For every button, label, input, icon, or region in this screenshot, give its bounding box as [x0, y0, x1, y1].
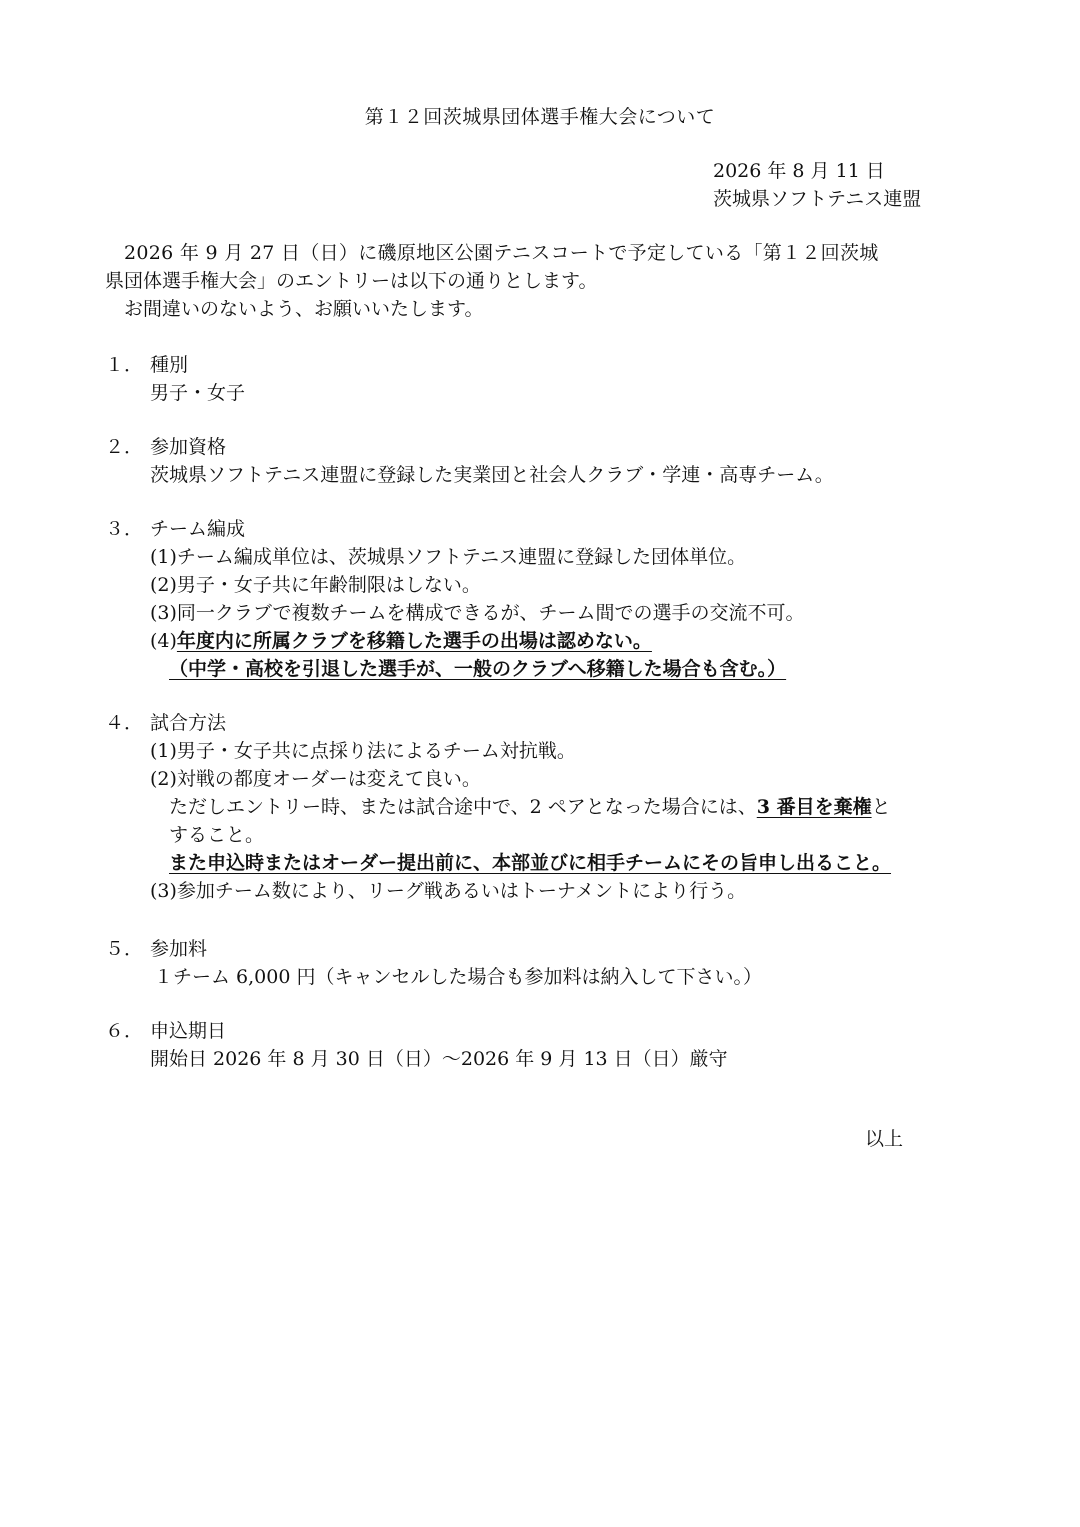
- intro-line: 県団体選手権大会」のエントリーは以下の通りとします。: [105, 270, 598, 292]
- section-team-composition: [105, 516, 1005, 684]
- issue-date: 2026 年 8 月 11 日: [713, 160, 885, 182]
- section-number: ５．: [105, 938, 144, 960]
- item-prefix: (4): [150, 630, 177, 652]
- section-line: 開始日 2026 年 8 月 30 日（日）～2026 年 9 月 13 日（日）厳守: [150, 1048, 728, 1070]
- document-title: 第１２回茨城県団体選手権大会について: [364, 106, 716, 128]
- document-meta: [713, 158, 921, 214]
- section-number: ３．: [105, 518, 144, 540]
- section-line: (1)男子・女子共に点採り法によるチーム対抗戦。: [150, 740, 576, 762]
- section-entry-fee: [105, 936, 1005, 992]
- intro-line: お間違いのないよう、お願いいたします。: [124, 298, 484, 320]
- emphasized-text: また申込時またはオーダー提出前に、本部並びに相手チームにその旨申し出ること。: [169, 852, 892, 874]
- issuer-name: 茨城県ソフトテニス連盟: [713, 188, 922, 210]
- section-title: 試合方法: [150, 712, 227, 734]
- text-span: と: [871, 796, 891, 818]
- section-eligibility: [105, 434, 1005, 490]
- text-span: ただしエントリー時、または試合途中で、2 ペアとなった場合には、: [169, 796, 757, 818]
- section-line: １チーム 6,000 円（キャンセルした場合も参加料は納入して下さい。）: [154, 966, 762, 988]
- section-line: (3)参加チーム数により、リーグ戦あるいはトーナメントにより行う。: [150, 880, 747, 902]
- section-number: ６．: [105, 1020, 144, 1042]
- section-title: 参加資格: [150, 436, 227, 458]
- section-title: 種別: [150, 354, 189, 376]
- section-line: [150, 628, 1005, 656]
- closing-mark: 以上: [865, 1128, 904, 1150]
- section-application-period: [105, 1018, 1005, 1074]
- section-line: (1)チーム編成単位は、茨城県ソフトテニス連盟に登録した団体単位。: [150, 546, 747, 568]
- emphasized-text: 年度内に所属クラブを移籍した選手の出場は認めない。: [176, 630, 652, 652]
- section-match-format: [105, 710, 1005, 906]
- emphasized-text: （中学・高校を引退した選手が、一般のクラブへ移籍した場合も含む。）: [169, 658, 787, 680]
- section-line: (3)同一クラブで複数チームを構成できるが、チーム間での選手の交流不可。: [150, 602, 805, 624]
- section-number: ４．: [105, 712, 144, 734]
- intro-paragraph: [105, 240, 985, 324]
- section-line: [150, 656, 1005, 684]
- section-line: [150, 850, 1005, 878]
- emphasized-text: 3 番目を棄権: [756, 796, 872, 818]
- section-title: 参加料: [150, 938, 208, 960]
- section-title: チーム編成: [150, 518, 246, 540]
- section-number: ２．: [105, 436, 144, 458]
- section-title: 申込期日: [150, 1020, 227, 1042]
- section-number: １．: [105, 354, 144, 376]
- section-line: (2)男子・女子共に年齢制限はしない。: [150, 574, 481, 596]
- section-line: 茨城県ソフトテニス連盟に登録した実業団と社会人クラブ・学連・高専チーム。: [150, 464, 834, 486]
- section-line: [150, 794, 1005, 822]
- section-line: (2)対戦の都度オーダーは変えて良い。: [150, 768, 481, 790]
- section-category: [105, 352, 1005, 408]
- section-line: 男子・女子: [150, 382, 246, 404]
- intro-line: 2026 年 9 月 27 日（日）に磯原地区公園テニスコートで予定している「第１２回茨城: [124, 242, 879, 264]
- section-line: すること。: [169, 824, 265, 846]
